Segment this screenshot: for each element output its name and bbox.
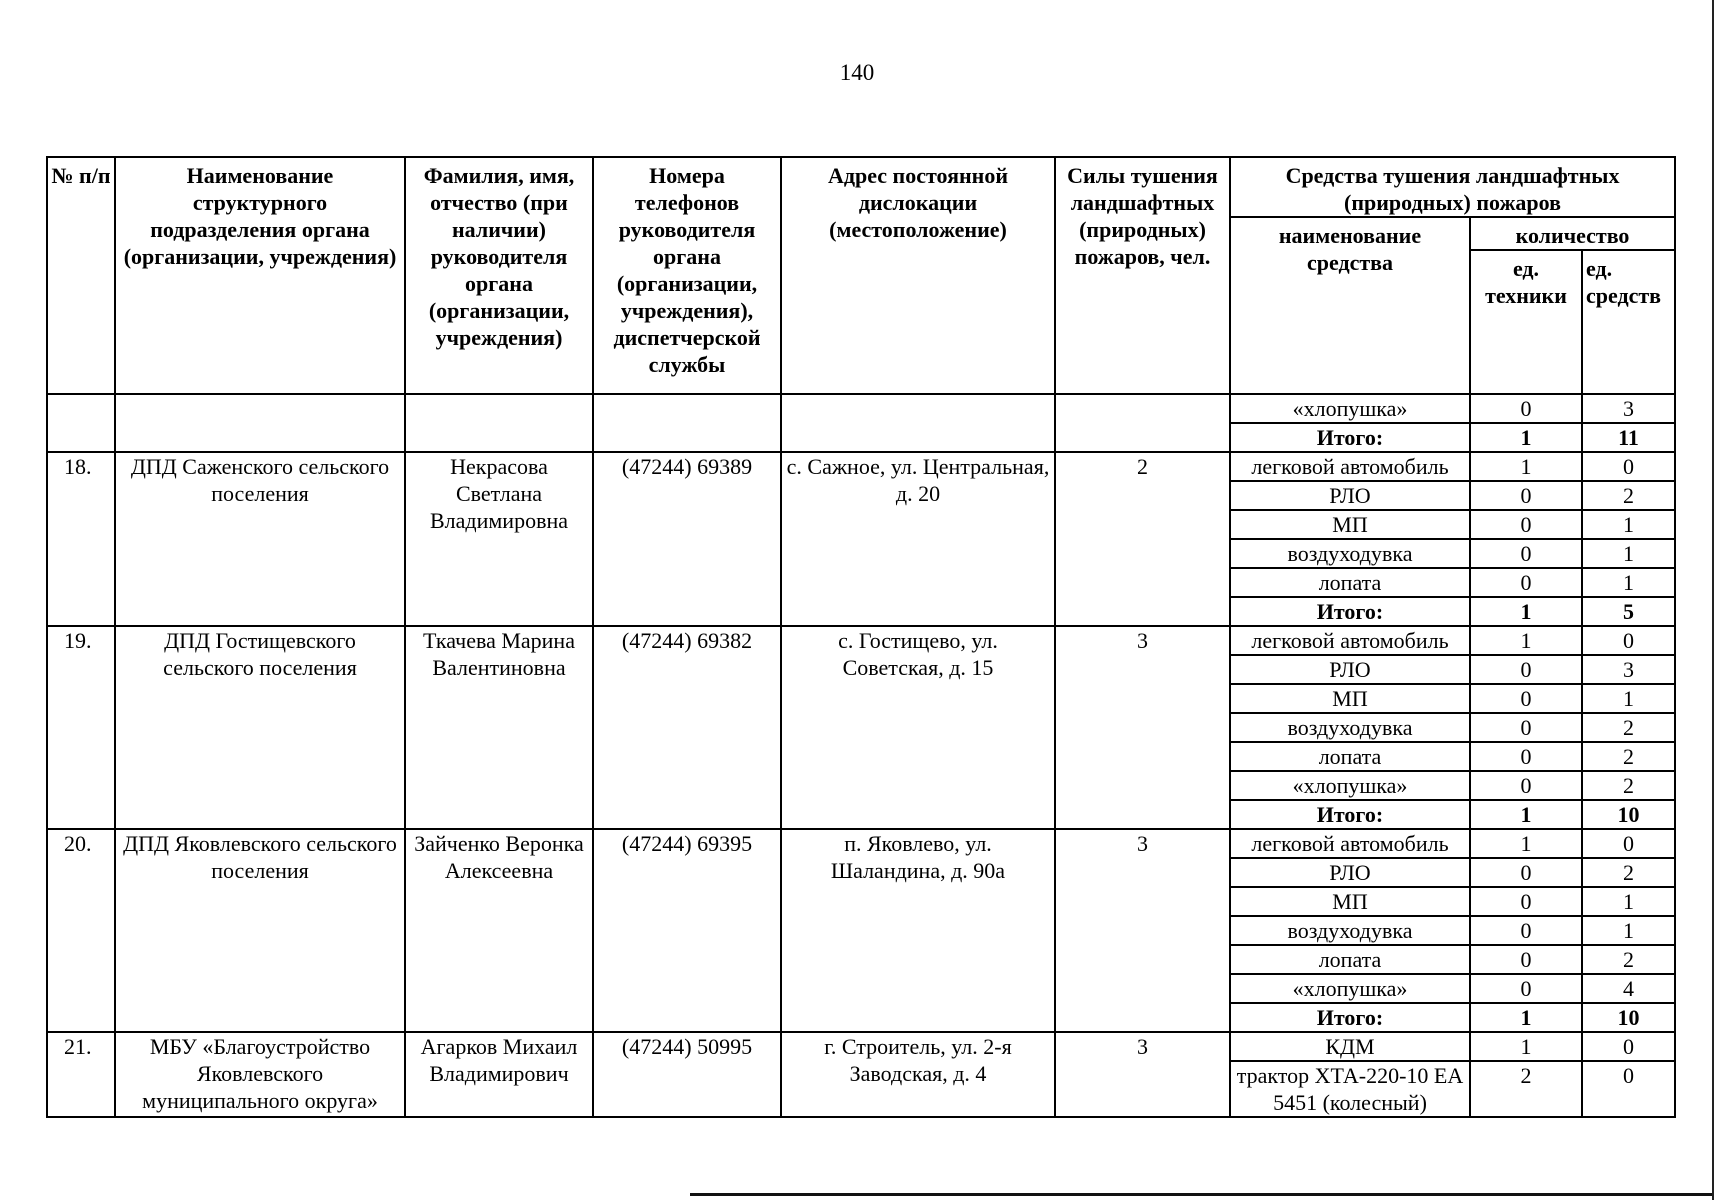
- tech-qty-cell: 1: [1470, 1003, 1582, 1032]
- tech-qty-cell: 2: [1470, 1061, 1582, 1117]
- tech-qty-cell: 0: [1470, 655, 1582, 684]
- table-body: [47, 394, 1675, 1117]
- empty-cell-phone: [593, 394, 781, 452]
- phone-number: (47244) 69389: [593, 452, 781, 626]
- means-name-cell: Итого:: [1230, 1003, 1470, 1032]
- head-name: Зайченко Веронка Алексеевна: [405, 829, 593, 1032]
- org-name: ДПД Яковлевского сельского поселения: [115, 829, 405, 1032]
- means-qty-cell: 0: [1582, 452, 1675, 481]
- forces-count: 2: [1055, 452, 1230, 626]
- tech-qty-cell: 0: [1470, 568, 1582, 597]
- tech-qty-cell: 0: [1470, 945, 1582, 974]
- tech-qty-cell: 1: [1470, 597, 1582, 626]
- header-phones: Номера телефонов руководителя органа (организации, учреждения), диспетчерской службы: [593, 157, 781, 394]
- means-qty-cell: 10: [1582, 1003, 1675, 1032]
- row-number: 21.: [47, 1032, 115, 1117]
- means-name-cell: РЛО: [1230, 655, 1470, 684]
- tech-qty-cell: 0: [1470, 916, 1582, 945]
- head-name: Агарков Михаил Владимирович: [405, 1032, 593, 1117]
- means-qty-cell: 0: [1582, 1061, 1675, 1117]
- means-qty-cell: 1: [1582, 887, 1675, 916]
- tech-qty-cell: 0: [1470, 713, 1582, 742]
- empty-cell-head: [405, 394, 593, 452]
- tech-qty-cell: 0: [1470, 510, 1582, 539]
- tech-qty-cell: 1: [1470, 800, 1582, 829]
- phone-number: (47244) 50995: [593, 1032, 781, 1117]
- tech-qty-cell: 0: [1470, 887, 1582, 916]
- tech-qty-cell: 1: [1470, 626, 1582, 655]
- org-name: ДПД Гостищевского сельского поселения: [115, 626, 405, 829]
- address: г. Строитель, ул. 2-я Заводская, д. 4: [781, 1032, 1055, 1117]
- means-name-cell: трактор ХТА-220-10 ЕА 5451 (колесный): [1230, 1061, 1470, 1117]
- header-units-means: ед. средств: [1582, 250, 1675, 394]
- means-qty-cell: 3: [1582, 394, 1675, 423]
- forces-count: 3: [1055, 1032, 1230, 1117]
- phone-number: (47244) 69395: [593, 829, 781, 1032]
- header-org-name: Наименование структурного подразделения органа (организации, учреждения): [115, 157, 405, 394]
- empty-cell-num: [47, 394, 115, 452]
- tech-qty-cell: 1: [1470, 452, 1582, 481]
- tech-qty-cell: 0: [1470, 684, 1582, 713]
- means-qty-cell: 1: [1582, 916, 1675, 945]
- header-num: № п/п: [47, 157, 115, 394]
- empty-cell-address: [781, 394, 1055, 452]
- means-qty-cell: 0: [1582, 829, 1675, 858]
- means-name-cell: МП: [1230, 887, 1470, 916]
- means-name-cell: Итого:: [1230, 423, 1470, 452]
- address: с. Гостищево, ул. Советская, д. 15: [781, 626, 1055, 829]
- means-qty-cell: 1: [1582, 568, 1675, 597]
- header-forces: Силы тушения ландшафтных (природных) пожаров, чел.: [1055, 157, 1230, 394]
- means-name-cell: воздуходувка: [1230, 539, 1470, 568]
- row-number: 19.: [47, 626, 115, 829]
- means-name-cell: «хлопушка»: [1230, 771, 1470, 800]
- means-name-cell: легковой автомобиль: [1230, 626, 1470, 655]
- header-address: Адрес постоянной дислокации (местоположение): [781, 157, 1055, 394]
- address: п. Яковлево, ул. Шаландина, д. 90а: [781, 829, 1055, 1032]
- header-means-name: наименование средства: [1230, 217, 1470, 394]
- means-qty-cell: 0: [1582, 626, 1675, 655]
- forces-count: 3: [1055, 626, 1230, 829]
- tech-qty-cell: 0: [1470, 742, 1582, 771]
- means-qty-cell: 3: [1582, 655, 1675, 684]
- row-number: 18.: [47, 452, 115, 626]
- table-row: [47, 626, 1675, 655]
- org-name: МБУ «Благоустройство Яковлевского муниципального округа»: [115, 1032, 405, 1117]
- means-name-cell: легковой автомобиль: [1230, 452, 1470, 481]
- means-qty-cell: 11: [1582, 423, 1675, 452]
- means-name-cell: Итого:: [1230, 800, 1470, 829]
- means-qty-cell: 2: [1582, 481, 1675, 510]
- means-qty-cell: 2: [1582, 945, 1675, 974]
- tech-qty-cell: 0: [1470, 539, 1582, 568]
- table-row: [47, 452, 1675, 481]
- tech-qty-cell: 0: [1470, 481, 1582, 510]
- tech-qty-cell: 0: [1470, 394, 1582, 423]
- header-quantity: количество: [1470, 217, 1675, 250]
- phone-number: (47244) 69382: [593, 626, 781, 829]
- means-name-cell: воздуходувка: [1230, 713, 1470, 742]
- means-name-cell: легковой автомобиль: [1230, 829, 1470, 858]
- tech-qty-cell: 0: [1470, 974, 1582, 1003]
- means-qty-cell: 10: [1582, 800, 1675, 829]
- means-name-cell: лопата: [1230, 742, 1470, 771]
- header-means: Средства тушения ландшафтных (природных) пожаров: [1230, 157, 1675, 217]
- table-row: [47, 394, 1675, 423]
- tech-qty-cell: 0: [1470, 858, 1582, 887]
- means-name-cell: МП: [1230, 684, 1470, 713]
- means-qty-cell: 1: [1582, 510, 1675, 539]
- scan-edge-bottom: [690, 1193, 1714, 1196]
- means-name-cell: КДМ: [1230, 1032, 1470, 1061]
- tech-qty-cell: 1: [1470, 829, 1582, 858]
- forces-count: 3: [1055, 829, 1230, 1032]
- head-name: Ткачева Марина Валентиновна: [405, 626, 593, 829]
- row-number: 20.: [47, 829, 115, 1032]
- means-qty-cell: 2: [1582, 858, 1675, 887]
- head-name: Некрасова Светлана Владимировна: [405, 452, 593, 626]
- header-units-tech: ед. техники: [1470, 250, 1582, 394]
- means-name-cell: Итого:: [1230, 597, 1470, 626]
- tech-qty-cell: 1: [1470, 1032, 1582, 1061]
- tech-qty-cell: 1: [1470, 423, 1582, 452]
- means-qty-cell: 2: [1582, 771, 1675, 800]
- means-name-cell: лопата: [1230, 568, 1470, 597]
- fire-means-table: [46, 156, 1676, 1118]
- means-qty-cell: 1: [1582, 539, 1675, 568]
- table-row: [47, 1032, 1675, 1061]
- means-name-cell: лопата: [1230, 945, 1470, 974]
- means-qty-cell: 5: [1582, 597, 1675, 626]
- tech-qty-cell: 0: [1470, 771, 1582, 800]
- page-number: 140: [839, 60, 875, 85]
- means-name-cell: «хлопушка»: [1230, 974, 1470, 1003]
- table-row: [47, 829, 1675, 858]
- means-qty-cell: 2: [1582, 713, 1675, 742]
- means-qty-cell: 0: [1582, 1032, 1675, 1061]
- means-name-cell: «хлопушка»: [1230, 394, 1470, 423]
- means-name-cell: воздуходувка: [1230, 916, 1470, 945]
- means-qty-cell: 4: [1582, 974, 1675, 1003]
- means-qty-cell: 2: [1582, 742, 1675, 771]
- address: с. Сажное, ул. Центральная, д. 20: [781, 452, 1055, 626]
- empty-cell-org: [115, 394, 405, 452]
- means-qty-cell: 1: [1582, 684, 1675, 713]
- empty-cell-forces: [1055, 394, 1230, 452]
- means-name-cell: РЛО: [1230, 481, 1470, 510]
- org-name: ДПД Саженского сельского поселения: [115, 452, 405, 626]
- means-name-cell: МП: [1230, 510, 1470, 539]
- means-name-cell: РЛО: [1230, 858, 1470, 887]
- header-head-name: Фамилия, имя, отчество (при наличии) руководителя органа (организации, учреждения): [405, 157, 593, 394]
